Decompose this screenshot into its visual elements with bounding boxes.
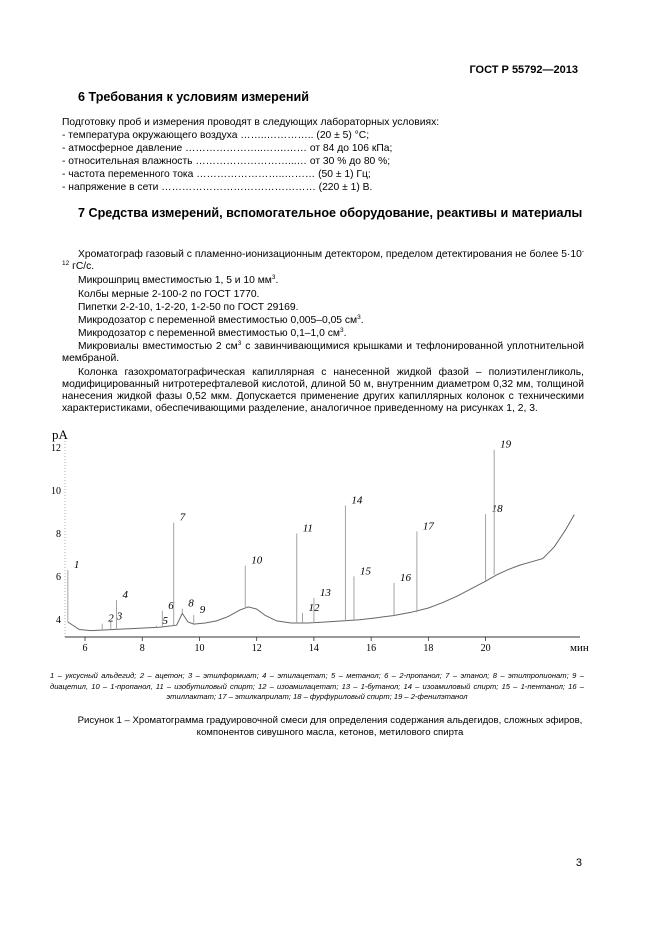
peak-label: 16 [400,571,412,584]
peak-label: 2 [108,612,114,625]
figure-caption: Рисунок 1 – Хроматограмма градуировочной смеси для определения содержания альдегидов, сложных эфиров, компонентов сивушного масла, кетонов, метилового спирта [77,715,583,738]
peak-label: 15 [359,565,371,578]
text: Микровиалы вместимостью 2 см [78,341,238,352]
x-tick-label: 8 [139,643,145,654]
condition-humidity [62,156,390,168]
peak-label: 18 [491,503,503,516]
paragraph-flasks: Колбы мерные 2-100-2 по ГОСТ 1770. [78,289,260,300]
condition-label: - атмосферное давление …………………..…….…… [62,143,310,154]
x-tick-label: 18 [423,643,434,654]
condition-label: - температура окружающего воздуха ……..………….. [62,130,314,141]
peak-label: 10 [251,554,263,567]
section-6-title: 6 Требования к условиям измерений [78,90,309,104]
superscript: 3 [357,314,361,321]
superscript: 3 [339,327,344,334]
baseline-trace [68,515,574,631]
x-axis-label: мин [570,642,589,654]
standard-number: ГОСТ Р 55792—2013 [469,64,578,76]
peak-label: 17 [422,520,434,533]
text: Микродозатор с переменной вместимостью 0,1–1,0 см [78,328,340,339]
condition-value: от 30 % до 80 %; [309,156,391,167]
condition-value: (220 ± 1) В. [318,182,373,193]
y-tick-label: 6 [56,571,61,583]
text: Хроматограф газовый с пламенно-ионизационным детектором, пределом детектирования не более 5·10 [78,249,582,260]
condition-label: - относительная влажность ………………………...… [62,156,307,167]
figure-legend: 1 – уксусный альдегид; 2 – ацетон; 3 – этилформиат; 4 – этилацетат; 5 – метанол; 6 – 2-пропанол; 7 – этанол; 8 – этилпропионат; 9 – диацетил, 10 – 1-пропанол, 11 – изобутиловый спирт; 12 – изоамилацетат; 13 – 1-бутанол; 14 – изоамиловый спирт; 15 – 1-пентанол; 16 – этиллактат; 17 – этилкаприлат; 18 – фурфуриловый спирт; 19 – 2-фенилэтанол [50,671,584,701]
x-tick-label: 6 [82,643,88,654]
peak-label: 11 [302,522,313,535]
peak-label: 1 [73,558,80,571]
x-tick-label: 12 [251,643,262,654]
text: . [343,328,347,339]
peak-label: 9 [199,604,206,617]
superscript: 3 [271,274,276,281]
condition-temperature [62,130,369,142]
paragraph-microvials [62,341,584,365]
peak-label: 13 [319,586,331,599]
condition-label: - частота переменного тока ……………………..……… [62,169,316,180]
condition-pressure [62,143,392,155]
condition-label: - напряжение в сети ……………………………………… [62,182,316,193]
peak-label: 8 [188,597,194,610]
paragraph-chromatograph [62,249,584,273]
peak-label: 19 [500,438,512,451]
y-tick-label: 12 [51,443,61,455]
text: гС/с. [69,261,95,272]
chromatogram-chart [40,425,600,660]
condition-frequency [62,169,371,181]
superscript: -12 [62,248,584,267]
peak-label: 12 [308,601,320,614]
x-tick-label: 20 [480,643,491,654]
y-tick-label: 8 [56,528,61,540]
condition-voltage [62,182,372,194]
peak-label: 3 [116,610,123,623]
text: Микрошприц вместимостью 1, 5 и 10 мм [78,275,272,286]
x-tick-label: 10 [194,643,205,654]
peak-label: 6 [168,599,174,612]
x-tick-label: 14 [308,643,319,654]
peak-label: 5 [162,614,169,627]
superscript: 3 [237,340,242,347]
paragraph-pipettes: Пипетки 2-2-10, 1-2-20, 1-2-50 по ГОСТ 29169. [78,302,299,313]
condition-value: от 84 до 106 кПа; [309,143,393,154]
y-tick-label: 4 [56,614,61,626]
condition-value: (50 ± 1) Гц; [318,169,371,180]
section-6-intro: Подготовку проб и измерения проводят в следующих лабораторных условиях: [62,117,440,128]
condition-value: (20 ± 5) °С; [316,130,370,141]
paragraph-microdoser-1 [62,315,584,327]
peak-label: 7 [179,511,186,524]
paragraph-column: Колонка газохроматографическая капиллярная с нанесенной жидкой фазой – полиэтиленгликоль, модифицированный нитротерефталевой кислотой, длиной 50 м, внутренним диаметром 0,32 мм, толщиной нанесения жидкой фазы 0,52 мкм. Допускается применение других капиллярных колонок с техническими характеристиками, обеспечивающими разделение, аналогичное приведенному на рисунках 1, 2, 3. [62,367,584,414]
text: с завинчивающимися крышками и тефлонированной уплотнительной мембраной. [62,341,585,364]
text: . [360,315,364,326]
text: . [275,275,279,286]
x-tick-label: 16 [366,643,377,654]
peak-label: 4 [122,589,128,602]
text: Микродозатор с переменной вместимостью 0,005–0,05 см [78,315,358,326]
peak-label: 14 [351,494,363,507]
y-tick-label: 10 [51,485,61,497]
paragraph-microdoser-2 [62,328,584,340]
section-7-title: 7 Средства измерений, вспомогательное оборудование, реактивы и материалы [78,206,583,220]
y-axis-label: pA [52,427,68,442]
paragraph-microsyringe [62,275,584,287]
page-number: 3 [575,857,582,869]
